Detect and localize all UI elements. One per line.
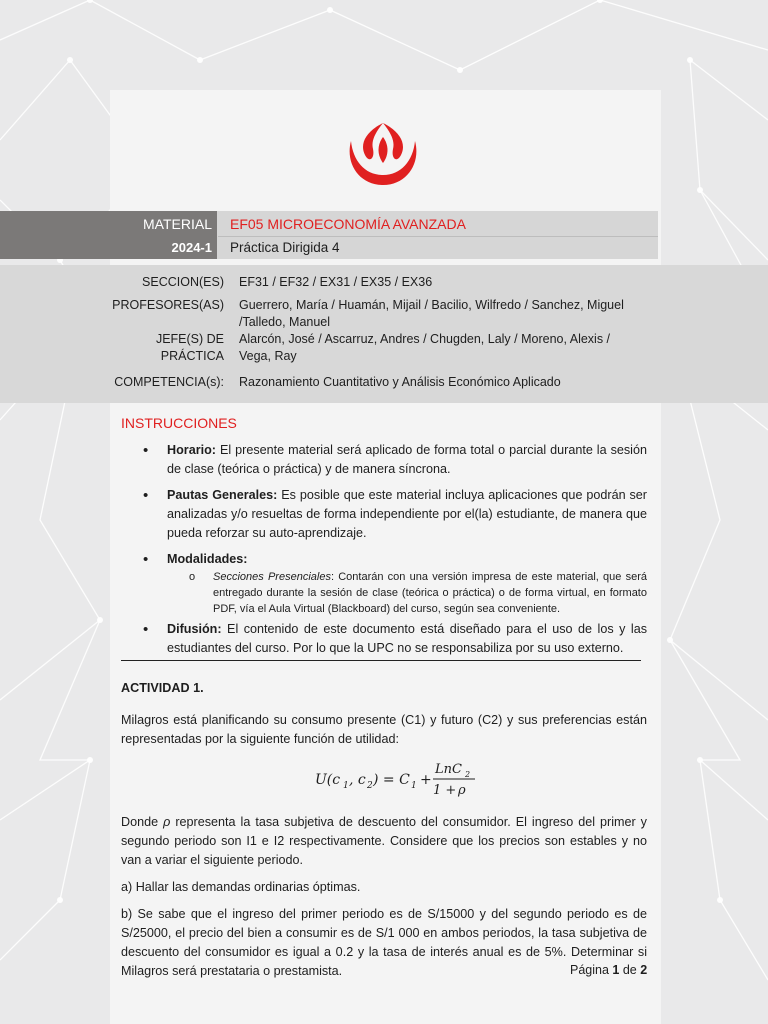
material-label: MATERIAL <box>143 216 212 232</box>
svg-text:U(c: U(c <box>315 772 341 788</box>
svg-text:1: 1 <box>411 781 417 791</box>
rho-symbol: ρ <box>163 815 171 829</box>
instructions-heading: INSTRUCCIONES <box>121 415 237 431</box>
item-text: El contenido de este documento está diseñado para el uso de los y las estudiantes del curso. Por lo que la UPC no se responsabiliza por su uso externo. <box>167 622 647 655</box>
header-left <box>0 211 217 259</box>
footer-total-pages: 2 <box>640 963 648 977</box>
item-text: El presente material será aplicado de forma total o parcial durante la sesión de clase (teórica o práctica) y de manera síncrona. <box>167 443 647 476</box>
question-a: a) Hallar las demandas ordinarias óptimas. <box>121 880 361 894</box>
list-item <box>121 486 647 543</box>
info-value <box>239 331 659 365</box>
info-value <box>239 297 659 331</box>
utility-equation <box>121 759 647 799</box>
period-label: 2024-1 <box>171 240 212 255</box>
instructions-list <box>121 441 647 569</box>
list-item <box>121 550 647 569</box>
svg-text:1: 1 <box>343 781 349 791</box>
info-label: PROFESORES(AS) <box>112 298 224 312</box>
item-bold: Pautas Generales: <box>167 488 278 502</box>
item-bold: Difusión: <box>167 622 222 636</box>
sub-bullet: o <box>189 571 196 583</box>
svg-text:2: 2 <box>465 770 471 779</box>
svg-text:+: + <box>420 772 432 788</box>
instructions-list-2 <box>121 620 647 658</box>
info-value-line: Guerrero, María / Huamán, Mijail / Bacilio, Wilfredo / Sanchez, Miguel <box>239 298 624 312</box>
info-label: SECCION(ES) <box>142 275 224 289</box>
info-value: Razonamiento Cuantitativo y Análisis Económico Aplicado <box>239 375 561 389</box>
header-divider <box>218 236 658 237</box>
document-content <box>121 405 647 981</box>
info-label-line: PRÁCTICA <box>160 349 224 363</box>
info-value-line: Alarcón, José / Ascarruz, Andres / Chugden, Laly / Moreno, Alexis / <box>239 332 611 346</box>
info-label: COMPETENCIA(s): <box>114 375 224 389</box>
equation-graphic <box>121 759 647 799</box>
item-text: Es posible que este material incluya aplicaciones que podrán ser analizadas y/o resueltas de forma independiente por el(la) estudiante, de manera que pueda reforzar su auto-aprendizaje. <box>167 488 647 540</box>
list-item <box>121 620 647 658</box>
footer-of-word: de <box>622 963 637 977</box>
svg-text:, c: , c <box>349 772 366 788</box>
activity-paragraph <box>121 813 647 870</box>
separator-line <box>121 660 641 661</box>
svg-text:2: 2 <box>367 781 373 791</box>
text-run: Donde <box>121 815 164 829</box>
item-bold: Modalidades: <box>167 552 248 566</box>
question-b: b) Se sabe que el ingreso del primer periodo es de S/15000 y del segundo periodo es de S/25000, el precio del bien a consumir es de S/1 000 en ambos periodos, la tasa subjetiva de descuento del consumidor es igual a 0.2 y la tasa de interés anual es de 5%. Determinar si Milagros será prestataria o prestamista. <box>121 907 647 978</box>
upc-logo <box>345 119 421 189</box>
info-label <box>0 331 224 365</box>
svg-text:ρ: ρ <box>458 783 466 798</box>
page-footer <box>570 963 647 977</box>
info-band <box>0 265 768 403</box>
footer-page-number: 1 <box>612 963 620 977</box>
activity-title: ACTIVIDAD 1. <box>121 681 204 695</box>
activity-paragraph: Milagros está planificando su consumo presente (C1) y futuro (C2) y sus preferencias están representadas por la siguiente función de utilidad: <box>121 713 647 746</box>
header-right <box>217 211 658 259</box>
svg-text:) = C: ) = C <box>373 772 410 788</box>
item-bold: Horario: <box>167 443 216 457</box>
svg-text:LnC: LnC <box>435 762 462 777</box>
document-title: Práctica Dirigida 4 <box>230 240 340 255</box>
sub-list-item <box>121 569 647 617</box>
header-band <box>0 211 658 259</box>
sub-item-italic: Secciones Presenciales <box>213 571 331 583</box>
info-value-line: Vega, Ray <box>239 349 297 363</box>
text-run: representa la tasa subjetiva de descuento del consumidor. El ingreso del primer y segundo periodo son I1 e I2 respectivamente. Considere que los precios son estables y no van a variar el siguiente periodo. <box>121 815 647 867</box>
footer-page-word: Página <box>570 963 609 977</box>
list-item <box>121 441 647 479</box>
info-label-line: JEFE(S) DE <box>155 332 224 346</box>
info-value-line: /Talledo, Manuel <box>239 315 331 329</box>
course-name: EF05 MICROECONOMÍA AVANZADA <box>230 216 466 232</box>
sub-item-text: : Contarán con una versión impresa de este material, que será entregado durante la sesión de clase (teórica o práctica) o de forma virtual, en formato PDF, vía el Aula Virtual (Blackboard) del curso, según sea conveniente. <box>213 571 647 615</box>
svg-text:1 +: 1 + <box>433 783 457 798</box>
info-value: EF31 / EF32 / EX31 / EX35 / EX36 <box>239 275 433 289</box>
